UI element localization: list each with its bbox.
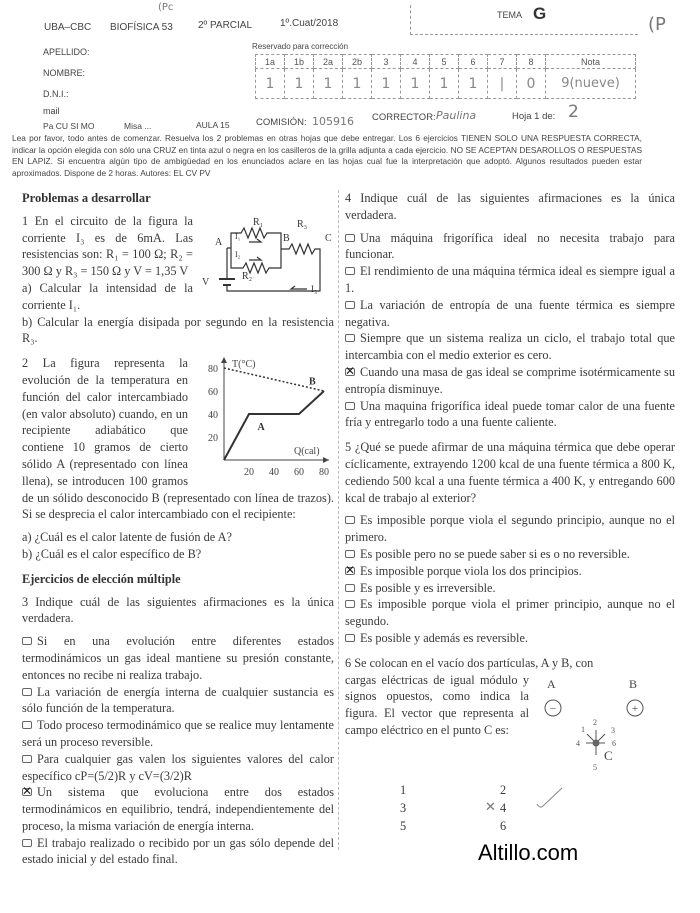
checkbox[interactable] <box>22 637 32 645</box>
right-column <box>345 190 675 866</box>
q5-options <box>345 512 675 646</box>
option <box>345 263 675 297</box>
misa-label: Misa ... <box>124 121 152 131</box>
node-a: A <box>215 236 223 248</box>
tema-value: G <box>533 4 547 23</box>
col-nota: Nota <box>546 55 636 69</box>
problem-2-text: 2 La figura representa la evolución de la temperatura en función del calor intercambiado (en valor absoluto) cuando, en un recipiente adiabático que contiene 10 gramos de cierto sólido A (representado con línea llena), se introducen 100 gramos de un sólido desconocido B (representado con línea de trazos). Si se desprecia el calor intercambiado con el recipiente: <box>22 356 334 522</box>
option <box>22 633 334 683</box>
q4-text: 4 Indique cuál de las siguientes afirmaciones es la única verdadera. <box>345 191 675 222</box>
period: 1º.Cuat/2018 <box>280 18 339 29</box>
label-r3: R₃ <box>297 218 308 230</box>
q6-answer-2[interactable]: 2 <box>500 782 507 797</box>
option <box>345 630 675 647</box>
option <box>345 364 675 398</box>
checkbox[interactable] <box>345 600 355 608</box>
score-cell: 0 <box>517 69 546 99</box>
col-6: 6 <box>459 55 488 69</box>
col-2b: 2b <box>343 55 372 69</box>
x-tick-label: 20 <box>244 467 254 479</box>
vector-label: 2 <box>593 717 597 727</box>
score-cell: 1 <box>256 69 285 99</box>
option <box>345 563 675 580</box>
score-cell: 1 <box>343 69 372 99</box>
checkbox[interactable] <box>345 402 355 410</box>
label-i3: I₃ <box>311 283 318 294</box>
y-tick-label: 40 <box>208 410 218 422</box>
problems-title: Problemas a desarrollar <box>22 191 151 205</box>
score-cell: 1 <box>314 69 343 99</box>
col-2a: 2a <box>314 55 343 69</box>
col-8: 8 <box>517 55 546 69</box>
charge-a-sign: − <box>549 702 557 715</box>
problem-2 <box>22 355 334 523</box>
option-text: Es posible y es irreversible. <box>360 580 496 595</box>
x-tick-label: 40 <box>269 467 279 479</box>
q4-options <box>345 230 675 432</box>
circuit-figure <box>199 213 334 295</box>
x-axis-arrow <box>323 457 329 463</box>
option-text: Siempre que un sistema realiza un ciclo, el trabajo total que intercambia con el medio exterior es cero. <box>345 331 675 363</box>
vector-label: 6 <box>612 738 616 748</box>
q3-text: 3 Indique cuál de las siguientes afirmaciones es la única verdadera. <box>22 594 334 626</box>
option-text: La variación de entropía de una fuente térmica es siempre negativa. <box>345 297 675 329</box>
option-text: La variación de energía interna de cualquier sustancia es sólo función de la temperatura. <box>22 684 334 716</box>
option <box>345 596 675 630</box>
option <box>345 330 675 364</box>
problem-2a: a) ¿Cuál es el calor latente de fusión de A? <box>22 530 232 545</box>
option <box>22 751 334 785</box>
col-7: 7 <box>488 55 517 69</box>
field-apellido[interactable]: APELLIDO: <box>43 47 90 57</box>
checkbox[interactable] <box>345 550 355 558</box>
option-text: Es posible pero no se puede saber si es o no reversible. <box>360 546 630 561</box>
node-b: B <box>283 232 290 244</box>
subject: BIOFÍSICA 53 <box>110 22 173 33</box>
label-r1: R₁ <box>253 216 264 228</box>
q6-text-first: 6 Se colocan en el vacío dos partículas, A y B, con <box>345 655 594 670</box>
mc-title: Ejercicios de elección múltiple <box>22 571 181 586</box>
q5-text: 5 ¿Qué se puede afirmar de una máquina térmica que debe operar cíclicamente, extrayendo 1200 kcal de una fuente térmica a 800 K, cediendo 500 kcal a una fuente térmica a 400 K, y entregando 600 kcal de trabajo al exterior? <box>345 440 675 505</box>
problem-1a: a) Calcular la intensidad de la corriente I₁. <box>22 280 193 312</box>
checkbox-checked[interactable] <box>345 567 355 575</box>
col-4: 4 <box>401 55 430 69</box>
y-tick-label: 60 <box>208 387 218 399</box>
label-i2: I₂ <box>235 249 241 259</box>
option <box>22 717 334 751</box>
problem-1-text: 1 En el circuito de la figura la corriente I₃ es de 6mA. Las resistencias son: R₁ = 100 Ω; R₂ = 300 Ω y R₃ = 150 Ω y V = 1,35 V <box>22 213 193 279</box>
option <box>345 230 675 264</box>
pa-label: Pa CU SI MO <box>43 121 95 131</box>
comision-value: 105916 <box>312 115 354 128</box>
grading-grid <box>255 54 636 99</box>
q6-answer-3[interactable]: 3 <box>400 800 407 815</box>
vector-label: 1 <box>581 724 585 734</box>
q6-answers <box>345 782 675 836</box>
option <box>345 580 675 597</box>
point-c <box>593 739 600 746</box>
initials-mark: (Pc <box>158 2 174 13</box>
option-text: El rendimiento de una máquina térmica ideal es siempre igual a 1. <box>345 264 675 295</box>
checkbox-checked[interactable] <box>22 788 32 796</box>
problem-1 <box>22 213 334 347</box>
hoja-total: 2 <box>568 102 579 122</box>
corrector-label: CORRECTOR: <box>372 112 436 123</box>
tema-box <box>410 5 638 35</box>
q6-answer-6[interactable]: 6 <box>500 818 507 833</box>
battery-icon <box>219 279 235 285</box>
score-cell: | <box>488 69 517 99</box>
x-tick-label: 60 <box>294 467 304 479</box>
checkbox-checked[interactable] <box>345 368 355 376</box>
series-label: A <box>257 422 265 434</box>
checkbox[interactable] <box>345 267 355 275</box>
vector-label: 4 <box>576 738 580 748</box>
score-cell: 1 <box>459 69 488 99</box>
current-arrows <box>249 239 307 289</box>
node-c: C <box>325 232 332 244</box>
label-b: B <box>629 676 638 691</box>
x-tick-label: 80 <box>319 467 329 479</box>
q6-answer-4[interactable]: 4 <box>500 800 507 815</box>
label-i1: I₁ <box>235 231 241 241</box>
institution: UBA–CBC <box>44 22 92 33</box>
option-text: Cuando una masa de gas ideal se comprime isotérmicamente su entropía disminuye. <box>345 364 675 396</box>
checkbox[interactable] <box>345 516 355 524</box>
option <box>345 512 675 546</box>
checkbox[interactable] <box>22 839 32 847</box>
option-text: Todo proceso termodinámico que se realice muy lentamente será un proceso reversible. <box>22 718 334 749</box>
option-text: Una maquina frigorífica ideal puede tomar calor de una fuente fría y entregarlo todo a una fuente caliente. <box>345 398 675 430</box>
x-axis-label: Q(cal) <box>294 446 320 458</box>
checkbox[interactable] <box>22 688 32 696</box>
field-dni[interactable]: D.N.I.: <box>43 89 69 99</box>
checkbox[interactable] <box>345 301 355 309</box>
option-text: Una máquina frigorífica ideal no necesita trabajo para funcionar. <box>345 230 675 262</box>
series-label: B <box>309 376 316 388</box>
hoja-label: Hoja 1 de: <box>512 111 556 122</box>
final-grade: 9(nueve) <box>546 69 636 99</box>
corrector-value: Paulina <box>436 109 477 122</box>
charge-b-sign: + <box>631 702 639 715</box>
checkbox[interactable] <box>345 584 355 592</box>
q6-answer-1[interactable]: 1 <box>400 782 407 797</box>
column-divider <box>338 190 339 850</box>
col-3: 3 <box>372 55 401 69</box>
label-r2: R₂ <box>242 270 253 282</box>
option <box>22 784 334 834</box>
score-cell: 1 <box>401 69 430 99</box>
y-axis-label: T(°C) <box>232 359 256 371</box>
tema-label: TEMA <box>497 10 523 20</box>
option-text: El trabajo realizado o recibido por un gas sólo depende del estado inicial y del estado final. <box>22 835 334 867</box>
comision-label: COMISIÓN: <box>256 117 307 128</box>
option <box>345 398 675 432</box>
vector-label: 3 <box>611 725 615 735</box>
option-text: Es imposible porque viola el primer principio, aunque no el segundo. <box>345 597 675 629</box>
aula-label: AULA 15 <box>196 120 230 130</box>
checkmark-icon <box>535 786 565 811</box>
checkbox[interactable] <box>22 721 32 729</box>
instructions: Lea por favor, todo antes de comenzar. Resuelva los 2 problemas en otras hojas que debe entregar. Los 6 ejercicios TIENEN SOLO UNA RESPUESTA CORRECTA, indicar la opción elegida con sólo una CRUZ en tinta azul o negra en los casilleros de la grilla adjunta a cada ejercicio. NO SE ACEPTAN DESAROLLOS O RESPUESTAS EN LAPIZ. Si encuentra algún tipo de ambigüedad en los enunciados aclare en las hojas cual fue la interpretación que adoptó. Algunos resultados pueden estar aproximados. Dispone de 2 horas. Autores: EL CV PV <box>12 133 642 178</box>
q6-answer-5[interactable]: 5 <box>400 818 407 833</box>
label-c: C <box>604 747 613 763</box>
score-cell: 1 <box>430 69 459 99</box>
option-text: Un sistema que evoluciona entre dos estados termodinámicos en equilibrio, tendrá, independientemente del proceso, la misma variación de energía interna. <box>22 785 334 833</box>
col-5: 5 <box>430 55 459 69</box>
y-axis-arrow <box>221 357 227 363</box>
q6-text-rest: cargas eléctricas de igual módulo y signos opuestos, como indica la figura. El vector que representa al campo eléctrico en el punto C es: <box>345 672 529 737</box>
vector-label: 5 <box>593 762 597 772</box>
checkbox[interactable] <box>345 234 355 242</box>
checkbox[interactable] <box>345 634 355 642</box>
field-mail[interactable]: mail <box>43 106 60 116</box>
option-text: Para cualquier gas valen los siguientes valores del calor específico cP=(5/2)R y cV=(3/2)R <box>22 751 334 783</box>
checkbox[interactable] <box>22 755 32 763</box>
problem-2b: b) ¿Cuál es el calor específico de B? <box>22 546 202 561</box>
option <box>22 835 334 869</box>
col-1b: 1b <box>285 55 314 69</box>
field-nombre[interactable]: NOMBRE: <box>43 68 86 78</box>
circuit-wires <box>227 228 320 291</box>
reserved-label: Reservado para corrección <box>252 42 349 51</box>
sheet-mark: (P <box>648 14 666 35</box>
option <box>345 297 675 331</box>
option <box>22 684 334 718</box>
checkbox[interactable] <box>345 334 355 342</box>
charges-figure <box>535 672 675 782</box>
watermark: Altillo.com <box>478 839 579 865</box>
label-v: V <box>202 276 210 288</box>
option-text: Si en una evolución entre diferentes estados termodinámicos un gas ideal mantiene su presión constante, entonces no recibe ni realiza trabajo. <box>22 634 334 682</box>
option-text: Es imposible porque viola los dos principios. <box>360 563 582 578</box>
score-cell: 1 <box>285 69 314 99</box>
option-text: Es imposible porque viola el segundo principio, aunque no el primero. <box>345 513 675 545</box>
cross-mark-icon: ✕ <box>485 799 496 815</box>
y-tick-label: 20 <box>208 433 218 445</box>
label-a: A <box>547 676 556 691</box>
temperature-heat-chart <box>194 355 334 485</box>
y-tick-label: 80 <box>208 364 218 376</box>
left-column <box>22 190 334 868</box>
q3-options <box>22 633 334 868</box>
exam-name: 2º PARCIAL <box>198 20 253 31</box>
score-cell: 1 <box>372 69 401 99</box>
col-1a: 1a <box>256 55 285 69</box>
problem-1b: b) Calcular la energía disipada por segundo en la resistencia R₃. <box>22 314 334 346</box>
option <box>345 546 675 563</box>
option-text: Es posible y además es reversible. <box>360 630 529 645</box>
